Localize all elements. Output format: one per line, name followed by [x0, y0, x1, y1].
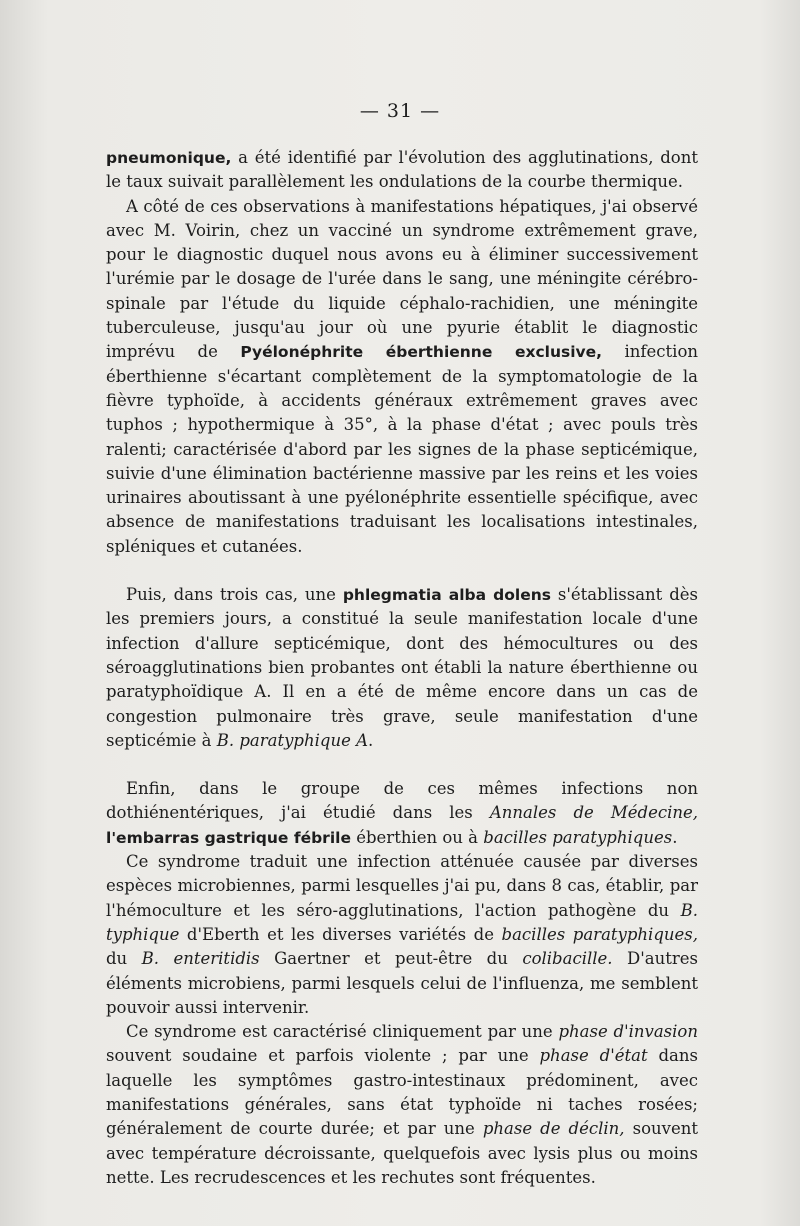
text-run: D'autres éléments microbiens, parmi lesquels celui de l'influenza, me semblent pouvoir aussi intervenir. — [106, 949, 698, 1017]
paragraph-4 — [106, 777, 698, 850]
text-run: dans laquelle les symptômes gastro-intestinaux prédominent, avec manifestations générales, sans état typhoïde ni taches rosées; généralement de courte durée; et par une — [106, 1046, 698, 1139]
paragraph-1 — [106, 146, 698, 195]
paragraph-2 — [106, 195, 698, 559]
italic-term: phase d'état — [539, 1046, 648, 1066]
text-run: souvent soudaine et parfois violente ; par une — [106, 1046, 540, 1066]
text-run: souvent avec température décroissante, quelquefois avec lysis plus ou moins nette. Les recrudescences et les rechutes sont fréquentes. — [106, 1119, 698, 1187]
bold-term: l'embarras gastrique fébrile — [106, 828, 351, 847]
italic-term: bacilles paratyphiques, — [501, 924, 698, 944]
text-run: infection éberthienne s'écartant complètement de la symptomatologie de la fièvre typhoïde, à accidents généraux extrêmement graves avec tuphos ; hypothermique à 35°, à la phase d'état ; avec pouls très ralenti; caractérisée d'abord par les signes de la phase septicémique, suivie d'une élimination bactérienne massive par les reins et les voies urinaires aboutissant à une pyélonéphrite essentielle spécifique, avec absence de manifestations traduisant les localisations intestinales, spléniques et cutanées. — [106, 342, 699, 556]
text-run: Ce syndrome est caractérisé cliniquement par une — [126, 1022, 559, 1042]
paragraph-6 — [106, 1020, 698, 1190]
page-number: — 31 — — [359, 100, 441, 122]
document-body — [106, 146, 698, 1190]
italic-term: bacilles paratyphiques — [483, 827, 673, 847]
text-run: Enfin, dans le groupe de ces mêmes infections non dothiénentériques, j'ai étudié dans les — [106, 779, 698, 823]
paragraph-5 — [106, 850, 698, 1020]
italic-term: B. paratyphique A — [216, 730, 369, 750]
text-run: Puis, dans trois cas, une — [126, 585, 343, 605]
bold-term: phlegmatia alba dolens — [342, 586, 551, 605]
italic-term: B. typhique — [106, 900, 698, 944]
paragraph-3 — [106, 583, 698, 753]
text-run: éberthien ou à — [350, 827, 484, 847]
text-run: . — [672, 827, 678, 847]
italic-term: B. enteritidis — [141, 949, 260, 969]
text-run: Ce syndrome traduit une infection atténuée causée par diverses espèces microbiennes, parmi lesquelles j'ai pu, dans 8 cas, établir, par l'hémoculture et les séro-agglutinations, l'action pathogène du — [106, 852, 698, 920]
text-run: d'Eberth et les diverses variétés de — [179, 924, 502, 944]
text-run: . — [368, 730, 374, 750]
text-run: Gaertner et peut-être du — [259, 949, 523, 969]
italic-term: phase de déclin, — [482, 1119, 625, 1139]
bold-term: pneumonique, — [106, 149, 232, 167]
bold-term: Pyélonéphrite éberthienne exclusive, — [240, 343, 603, 362]
text-run: du — [106, 949, 142, 969]
text-run: s'établissant dès les premiers jours, a constitué la seule manifestation locale d'une infection d'allure septicémique, dont des hémocultures ou des séroagglutinations bien probantes ont établi la nature éberthienne ou paratyphoïdique A. Il en a été de même encore dans un cas de congestion pulmonaire très grave, seule manifestation d'une septicémie à — [106, 585, 699, 750]
italic-term: Annales de Médecine, — [489, 803, 698, 823]
italic-term: phase d'invasion — [558, 1022, 698, 1042]
text-run: a été identifié par l'évolution des agglutinations, dont le taux suivait parallèlement les ondulations de la courbe thermique. — [106, 148, 698, 192]
text-run: A côté de ces observations à manifestations hépatiques, j'ai observé avec M. Voirin, chez un vacciné un syndrome extrêmement grave, pour le diagnostic duquel nous avons eu à éliminer successivement l'urémie par le dosage de l'urée dans le sang, une méningite cérébro-spinale par l'étude du liquide céphalo-rachidien, une méningite tuberculeuse, jusqu'au jour où une pyurie établit le diagnostic imprévu de — [106, 196, 698, 362]
italic-term: colibacille. — [522, 949, 613, 969]
